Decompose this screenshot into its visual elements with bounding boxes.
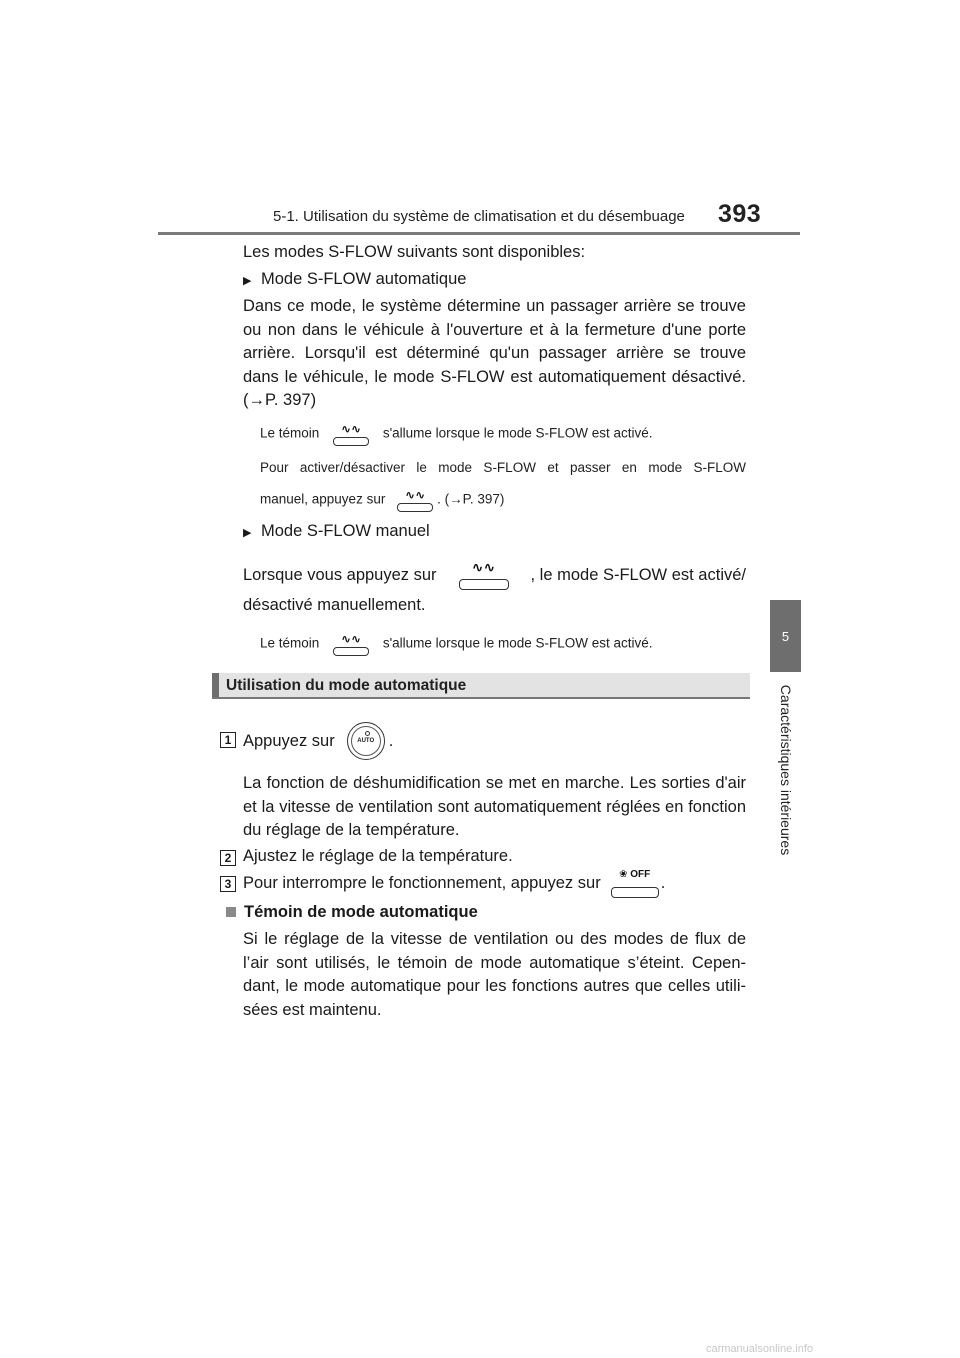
step-number-1: 1 [220, 732, 236, 748]
step-number-3: 3 [220, 876, 236, 892]
chapter-title: 5-1. Utilisation du système de climatisation et du désembuage [273, 208, 685, 225]
manual-mode-heading: ▶ Mode S-FLOW manuel [243, 522, 430, 540]
intro-text: Les modes S-FLOW suivants sont disponibles: [243, 243, 586, 261]
manual-mode-body-line2: désactivé manuellement. [243, 596, 426, 614]
page-number: 393 [718, 200, 762, 228]
triangle-bullet-icon: ▶ [243, 275, 252, 287]
auto-mode-note-1: Le témoin ∿∿ s'allume lorsque le mode S-FLOW est activé. [260, 422, 653, 446]
step-3-text: Pour interrompre le fonctionnement, appuyez sur ❀ OFF . [243, 868, 665, 898]
section-heading: Utilisation du mode automatique [226, 677, 467, 694]
auto-mode-heading: ▶ Mode S-FLOW automatique [243, 270, 467, 288]
fan-off-button-icon: ❀ OFF [611, 868, 659, 898]
chapter-tab-number: 5 [781, 628, 790, 644]
step-number-2: 2 [220, 850, 236, 866]
section-heading-marker [212, 673, 219, 697]
chapter-tab-label: Caractéristiques intérieures [778, 684, 794, 856]
s-flow-button-icon: ∿∿ [397, 488, 433, 512]
section-heading-rule [212, 697, 750, 699]
auto-indicator-heading: Témoin de mode automatique [226, 903, 478, 922]
triangle-bullet-icon: ▶ [243, 527, 252, 539]
auto-mode-note-2a: Pour activer/désactiver le mode S-FLOW et passer en mode S-FLOW [260, 460, 746, 475]
auto-indicator-body: Si le réglage de la vitesse de ventilation ou des modes de flux de l’air sont utilisés, le témoin de mode automatique s’éteint. Cepen-dant, le mode automatique pour les fonctions autres que celles utili-sées est maintenu. [243, 930, 746, 1019]
chapter-tab [770, 600, 801, 672]
auto-mode-body: Dans ce mode, le système détermine un passager arrière se trouve ou non dans le véhicule à l'ouverture et à la fermeture d'une porte arrière. Lorsqu'il est déterminé qu'un passager arrière se trouve dans le véhicule, le mode S-FLOW est automatiquement désactivé. (→P. 397) [243, 297, 746, 409]
auto-button-icon: AUTO [347, 722, 385, 760]
auto-mode-note-2b: manuel, appuyez sur ∿∿ . (→P. 397) [260, 488, 504, 512]
manual-mode-body-line1: Lorsque vous appuyez sur ∿∿ , le mode S-FLOW est activé/ [243, 560, 746, 590]
s-flow-indicator-icon: ∿∿ [333, 632, 369, 656]
step-2-text: Ajustez le réglage de la température. [243, 847, 513, 865]
step-1-detail: La fonction de déshumidification se met en marche. Les sorties d'air et la vitesse de ventilation sont automatiquement réglées en fonction du réglage de la température. [243, 774, 746, 839]
s-flow-indicator-icon: ∿∿ [333, 422, 369, 446]
header-rule [158, 232, 800, 235]
step-1-text: Appuyez sur AUTO . [243, 722, 393, 760]
square-bullet-icon [226, 907, 236, 917]
footer-watermark: carmanualsonline.info [706, 1343, 814, 1355]
s-flow-button-icon: ∿∿ [459, 560, 509, 590]
manual-mode-note: Le témoin ∿∿ s'allume lorsque le mode S-FLOW est activé. [260, 632, 653, 656]
